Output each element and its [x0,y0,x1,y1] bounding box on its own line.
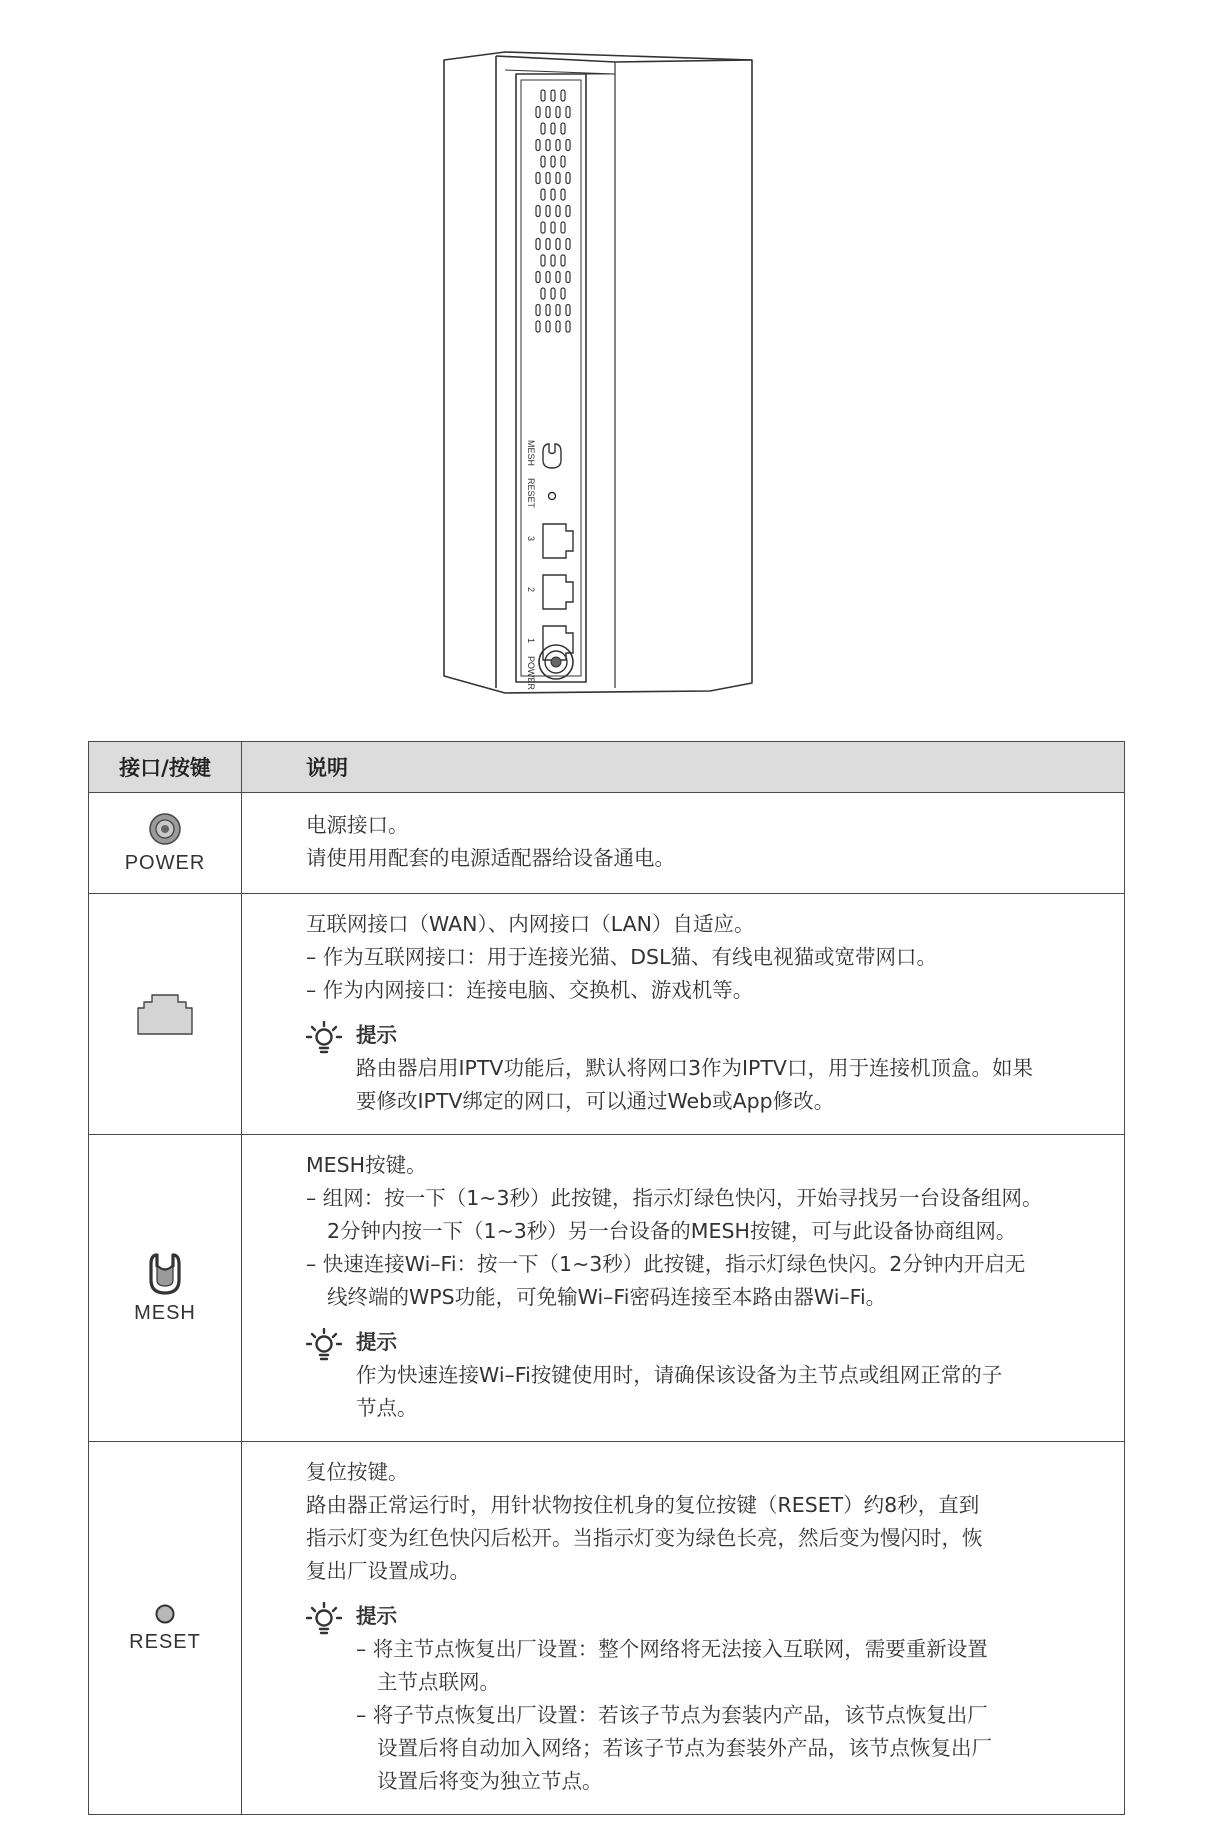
tip-line: 节点。 [356,1396,418,1420]
desc-cell-ethernet [242,894,1125,1135]
tip-line: 要修改IPTV绑定的网口，可以通过Web或App修改。 [356,1089,835,1113]
tip-box [306,1326,1104,1425]
port-button-table [88,741,1125,1815]
desc-line: MESH按键。 [306,1153,427,1177]
device-label-port1: 1 [526,638,536,644]
lightbulb-tip-icon [306,1602,342,1638]
ethernet-port-icon [136,992,194,1036]
port-cell-mesh [89,1135,242,1442]
port-name: POWER [124,851,206,874]
tip-box [306,1019,1104,1118]
desc-line: 复位按键。 [306,1460,409,1484]
port-cell-ethernet [89,894,242,1135]
desc-line: 2分钟内按一下（1~3秒）另一台设备的MESH按键，可与此设备协商组网。 [327,1219,1017,1243]
mesh-button-icon [147,1252,183,1296]
device-label-port3: 3 [526,536,536,542]
desc-line: 指示灯变为红色快闪后松开。当指示灯变为绿色长亮，然后变为慢闪时，恢 [306,1526,983,1550]
table-row [89,894,1125,1135]
desc-line: 互联网接口（WAN）、内网接口（LAN）自适应。 [306,912,755,936]
device-label-reset: RESET [526,478,536,509]
desc-line: 线终端的WPS功能，可免输Wi–Fi密码连接至本路由器Wi–Fi。 [327,1285,887,1309]
desc-line: 电源接口。 [306,813,409,837]
port-cell-reset [89,1442,242,1815]
table-row [89,1442,1125,1815]
tip-line: 设置后将自动加入网络；若该子节点为套装外产品，该节点恢复出厂 [377,1736,992,1760]
desc-line: – 组网：按一下（1~3秒）此按键，指示灯绿色快闪，开始寻找另一台设备组网。 [306,1186,1043,1210]
table-row [89,793,1125,894]
tip-title: 提示 [356,1604,397,1628]
desc-line: – 作为内网接口：连接电脑、交换机、游戏机等。 [306,978,754,1002]
desc-cell-power [242,793,1125,894]
header-port-button: 接口/按键 [89,742,242,793]
port-name: RESET [129,1630,201,1653]
tip-line: – 将主节点恢复出厂设置：整个网络将无法接入互联网，需要重新设置 [356,1637,988,1661]
lightbulb-tip-icon [306,1328,342,1364]
tip-line: 作为快速连接Wi–Fi按键使用时，请确保该设备为主节点或组网正常的子 [356,1363,1003,1387]
table-row [89,1135,1125,1442]
header-description: 说明 [242,742,1125,793]
lightbulb-tip-icon [306,1021,342,1057]
tip-title: 提示 [356,1023,397,1047]
port-name: MESH [134,1301,196,1324]
tip-line: – 将子节点恢复出厂设置：若该子节点为套装内产品，该节点恢复出厂 [356,1703,988,1727]
desc-line: – 作为互联网接口：用于连接光猫、DSL猫、有线电视猫或宽带网口。 [306,945,937,969]
tip-line: 设置后将变为独立节点。 [377,1769,603,1793]
reset-button-icon [154,1603,176,1625]
tip-line: 主节点联网。 [377,1670,500,1694]
router-rear-illustration [440,48,780,696]
device-label-port2: 2 [526,587,536,593]
port-cell-power [89,793,242,894]
desc-cell-reset [242,1442,1125,1815]
tip-line: 路由器启用IPTV功能后，默认将网口3作为IPTV口，用于连接机顶盒。如果 [356,1056,1033,1080]
device-label-mesh: MESH [526,440,536,467]
desc-line: 请使用用配套的电源适配器给设备通电。 [306,846,675,870]
desc-line: 路由器正常运行时，用针状物按住机身的复位按键（RESET）约8秒，直到 [306,1493,980,1517]
desc-line: 复出厂设置成功。 [306,1559,470,1583]
power-jack-icon [148,812,182,846]
tip-title: 提示 [356,1330,397,1354]
desc-cell-mesh [242,1135,1125,1442]
tip-box [306,1600,1104,1798]
power-jack [551,657,561,667]
table-header-row [89,742,1125,793]
desc-line: – 快速连接Wi–Fi：按一下（1~3秒）此按键，指示灯绿色快闪。2分钟内开启无 [306,1252,1026,1276]
device-label-power: POWER [526,656,536,691]
